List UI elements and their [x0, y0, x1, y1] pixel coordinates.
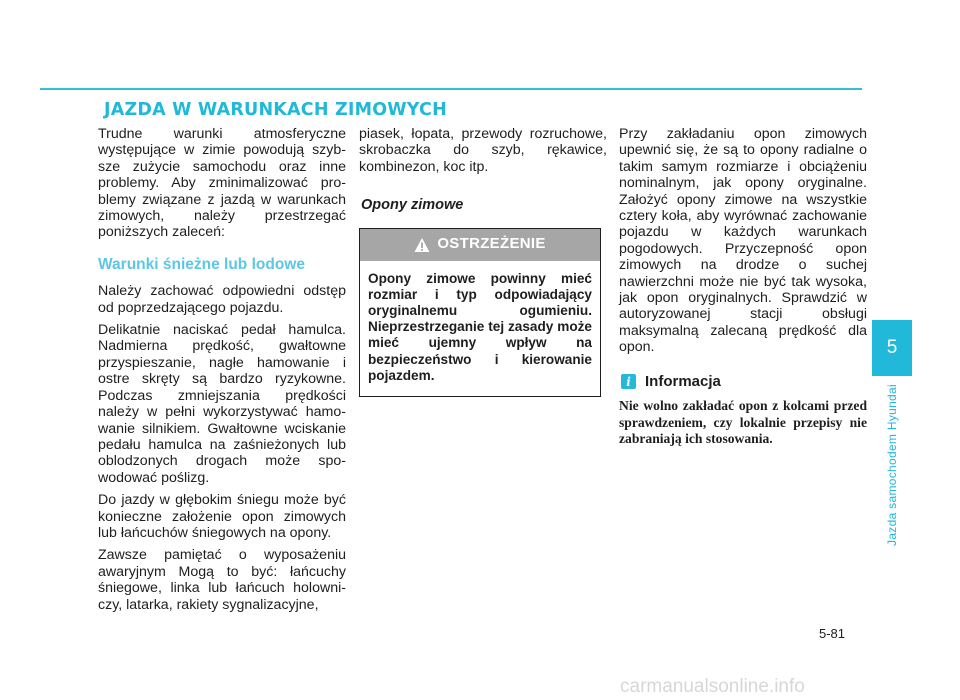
snow-ice-heading: Warunki śnieżne lub lodowe: [98, 255, 305, 273]
paragraph-emergency-equipment: Zawsze pamiętać o wyposażeniu awaryjnym Mogą to być: łańcuchy śniegowe, linka lub łańcuch holowniczy, latarka, rakiety sygnalizacyjne,: [98, 547, 346, 613]
warning-box: [359, 228, 601, 397]
column-3: [619, 126, 867, 453]
column-1: [98, 126, 346, 619]
watermark: carmanualsonline.info: [620, 676, 805, 697]
column-2: [359, 126, 607, 397]
winter-tires-heading: Opony zimowe: [361, 197, 464, 214]
paragraph-winter-tire-fitting: Przy zakładaniu opon zimowych upewnić się, że są to opony radialne o takim samym rozmiarze i obciążeniu nominalnym, jak opony oryginalne. Założyć opony zimowe na wszystkie cztery koła, aby wyrównać zachowanie pojazdu w każdych warunkach pogodowych. Przyczepność opon zimowych na drodze o suchej nawierzchni może nie być tak wysoka, jak opon oryginalnych. Sprawdzić w autoryzowanej stacji obsługi maksymalną zalecaną prędkość dla opon.: [619, 126, 867, 356]
chapter-badge: 5: [872, 320, 912, 376]
paragraph-deep-snow: Do jazdy w głębokim śniegu może być konieczne założenie opon zimowych lub łańcuchów śniegowych na opony.: [98, 492, 346, 541]
intro-paragraph: Trudne warunki atmosferyczne występujące w zimie powodują szybsze zużycie samochodu oraz inne problemy. Aby zminimalizować problemy związane z jazdą w warunkach zimowych, należy przestrzegać poniższych zaleceń:: [98, 126, 346, 241]
info-icon: i: [621, 374, 636, 389]
paragraph-distance: Należy zachować odpowiedni odstęp od poprzedzającego pojazdu.: [98, 283, 346, 316]
info-title: Informacja: [645, 372, 721, 390]
warning-title: OSTRZEŻENIE: [437, 235, 546, 253]
info-heading: [621, 374, 867, 390]
info-text: Nie wolno zakładać opon z kolcami przed sprawdzeniem, czy lokalnie przepisy nie zabraniają ich stosowania.: [619, 398, 867, 446]
chapter-side-label: Jazda samochodem Hyundai: [885, 384, 899, 546]
page-number: 5-81: [819, 626, 846, 641]
warning-triangle-icon: [414, 237, 430, 253]
section-title: JAZDA W WARUNKACH ZIMOWYCH: [104, 100, 447, 120]
paragraph-equipment-continued: piasek, łopata, przewody rozruchowe, skrobaczka do szyb, rękawice, kombinezon, koc itp.: [359, 126, 607, 175]
paragraph-braking: Delikatnie naciskać pedał hamulca. Nadmierna prędkość, gwałtowne przyspieszanie, nagłe hamowanie i ostre skręty są bardzo ryzykowne. Podczas zmniejszania prędkości należy w pełni wykorzystywać hamowanie silnikiem. Gwałtowne wciskanie pedału hamulca na zaśnieżonych lub oblodzonych drogach może spowodować poślizg.: [98, 322, 346, 486]
warning-text: Opony zimowe powinny mieć rozmiar i typ odpowiadający oryginalnemu ogumieniu. Nieprzestrzeganie tej zasady może mieć ujemny wpływ na bezpieczeństwo i kierowanie pojazdem.: [368, 270, 592, 383]
warning-header: [360, 229, 600, 261]
top-divider: [40, 88, 862, 90]
